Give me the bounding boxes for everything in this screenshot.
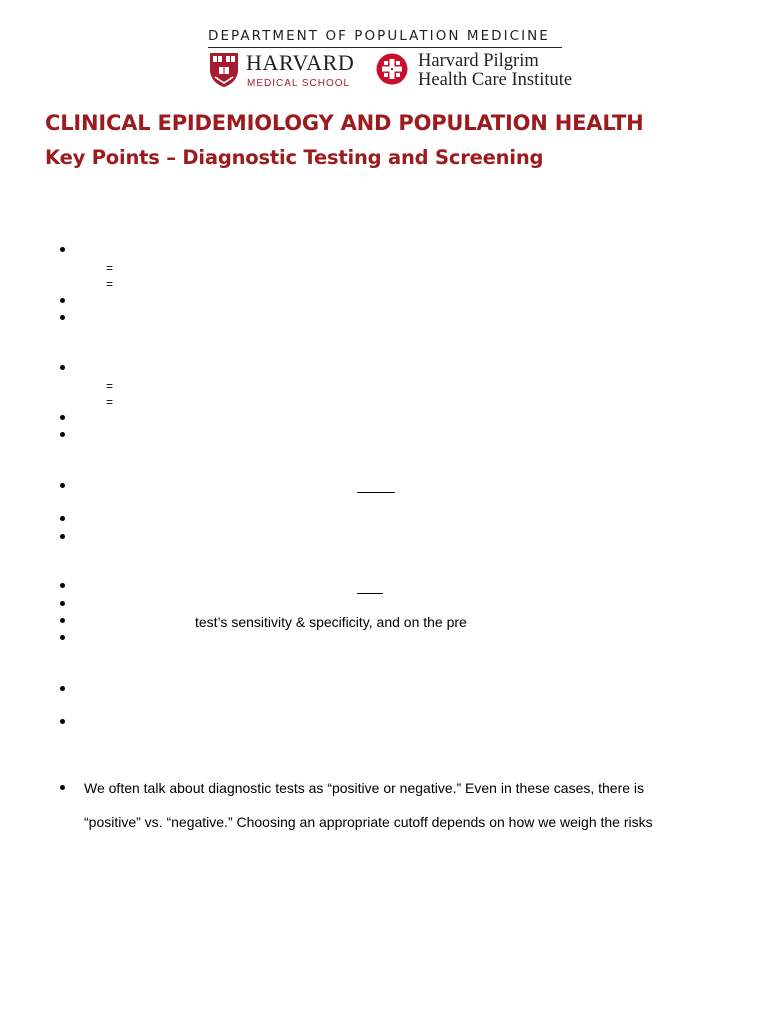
underline-fragment — [357, 593, 383, 594]
equals-sign: = — [106, 261, 114, 275]
equals-sign: = — [106, 277, 114, 291]
bullet-point — [60, 785, 68, 793]
bullet-point — [60, 483, 68, 491]
hms-wordmark: HARVARD — [246, 50, 355, 75]
department-name: DEPARTMENT OF POPULATION MEDICINE — [208, 28, 550, 44]
bullet-point — [60, 601, 68, 609]
document-subtitle: Key Points – Diagnostic Testing and Screening — [45, 146, 544, 169]
hms-subtitle: MEDICAL SCHOOL — [247, 78, 351, 89]
bullet-point — [60, 686, 68, 694]
bullet-point — [60, 534, 68, 542]
equals-sign: = — [106, 379, 114, 393]
bullet-point — [60, 516, 68, 524]
bullet-point — [60, 415, 68, 423]
bullet-point — [60, 315, 68, 323]
hp-wordmark-line1: Harvard Pilgrim — [418, 51, 539, 71]
bullet-point — [60, 583, 68, 591]
harvard-pilgrim-seal-icon — [376, 53, 408, 85]
bullet-point — [60, 298, 68, 306]
equals-sign: = — [106, 395, 114, 409]
document-title: CLINICAL EPIDEMIOLOGY AND POPULATION HEALTH — [45, 111, 644, 135]
underline-fragment — [357, 492, 395, 493]
harvard-shield-icon — [209, 52, 239, 88]
bullet-point — [60, 432, 68, 440]
department-header — [208, 28, 573, 92]
header-divider — [208, 47, 562, 48]
bullet-point — [60, 365, 68, 373]
sensitivity-specificity-fragment: test’s sensitivity & specificity, and on the pre — [195, 614, 467, 630]
bullet-point — [60, 635, 68, 643]
cutoff-paragraph-line1: We often talk about diagnostic tests as “positive or negative.” Even in these cases, there is — [84, 780, 645, 796]
cutoff-paragraph-line2: “positive” vs. “negative.” Choosing an appropriate cutoff depends on how we weigh the risks — [84, 814, 653, 830]
bullet-point — [60, 247, 68, 255]
bullet-point — [60, 618, 68, 626]
bullet-point — [60, 719, 68, 727]
hp-wordmark-line2: Health Care Institute — [418, 70, 573, 90]
